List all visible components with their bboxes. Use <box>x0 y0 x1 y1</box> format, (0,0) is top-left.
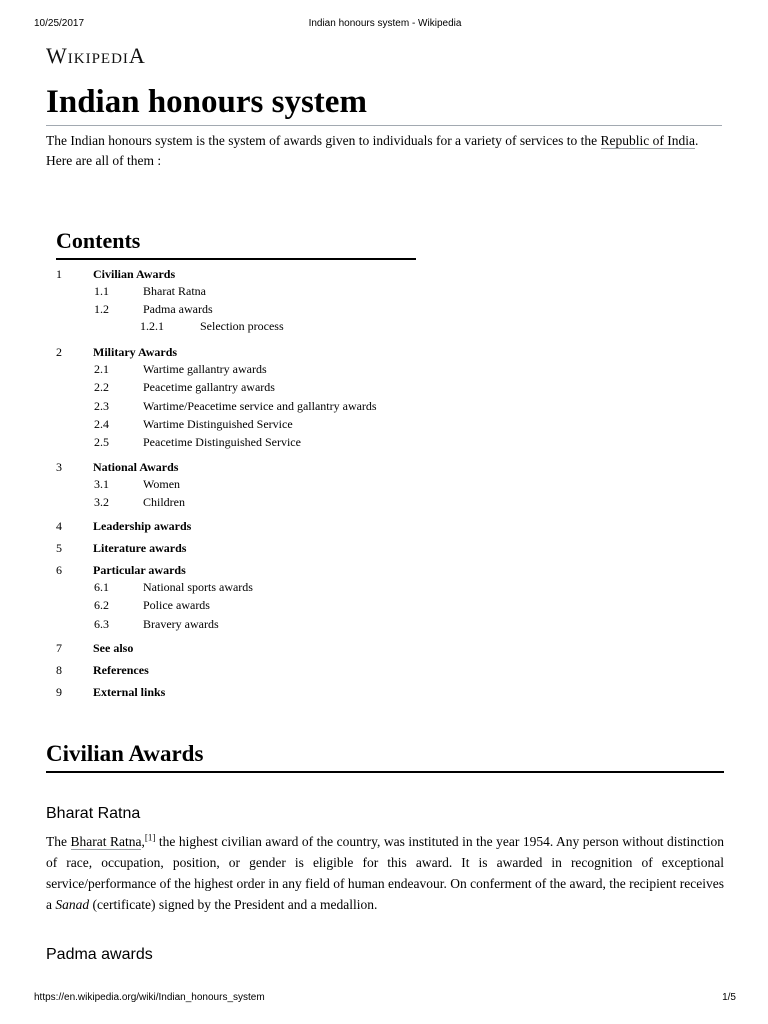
toc-label: National Awards <box>93 460 179 474</box>
wikipedia-wordmark[interactable]: WikipediA <box>46 43 146 68</box>
toc-number: 6 <box>56 563 62 577</box>
toc-number: 6.2 <box>94 598 109 612</box>
toc-label: Wartime gallantry awards <box>143 362 267 376</box>
toc-number: 1 <box>56 267 62 281</box>
toc-label: Police awards <box>143 598 210 612</box>
print-page-title: Indian honours system - Wikipedia <box>308 18 462 29</box>
toc-label: Military Awards <box>93 345 178 359</box>
toc-number: 2 <box>56 345 62 359</box>
citation-ref[interactable]: [1] <box>144 832 156 843</box>
toc-label: Peacetime gallantry awards <box>143 380 275 394</box>
toc-number: 5 <box>56 541 62 555</box>
toc-number: 6.3 <box>94 617 109 631</box>
toc-title: Contents <box>56 226 416 260</box>
toc-label: Children <box>143 495 185 509</box>
print-footer <box>34 992 736 1006</box>
para-text: The <box>46 834 71 849</box>
toc-number: 8 <box>56 663 62 677</box>
toc-label: Wartime/Peacetime service and gallantry awards <box>143 399 377 413</box>
print-url: https://en.wikipedia.org/wiki/Indian_honours_system <box>34 992 265 1003</box>
toc-number: 4 <box>56 519 62 533</box>
toc-label: Selection process <box>200 319 284 333</box>
toc-number: 6.1 <box>94 580 109 594</box>
subsection-heading-bharat-ratna: Bharat Ratna <box>46 805 141 822</box>
para-text: the highest civilian award of the country, was instituted in the year 1954. Any person without distinction of race, occupation, position, or gender is eligible for this award. It is awarded in recognition of exceptional service/performance of the highest order in any field of human endeavour. On conferment of the award, the recipient receives a <box>46 834 724 912</box>
toc-number: 2.3 <box>94 399 109 413</box>
toc-label: Women <box>143 477 181 491</box>
intro-text-before: The Indian honours system is the system of awards given to individuals for a variety of services to the <box>46 133 601 148</box>
toc-number: 1.1 <box>94 284 109 298</box>
toc-label: Bravery awards <box>143 617 219 631</box>
toc-label: Peacetime Distinguished Service <box>143 435 301 449</box>
subsection-heading-padma-awards: Padma awards <box>46 946 153 963</box>
toc-label: Particular awards <box>93 563 186 577</box>
toc-label: Civilian Awards <box>93 267 176 281</box>
intro-text-after: . Here are all of them : <box>46 133 699 168</box>
toc-number: 2.4 <box>94 417 109 431</box>
toc-label: Bharat Ratna <box>143 284 206 298</box>
table-of-contents <box>56 226 416 260</box>
bharat-ratna-paragraph <box>46 831 724 915</box>
toc-number: 2.2 <box>94 380 109 394</box>
toc-label: External links <box>93 685 166 699</box>
toc-label: Padma awards <box>143 302 213 316</box>
sanad-term: Sanad <box>55 897 90 912</box>
print-page-number: 1/5 <box>722 992 736 1003</box>
toc-label: National sports awards <box>143 580 253 594</box>
toc-label: References <box>93 663 149 677</box>
section-heading-civilian-awards: Civilian Awards <box>46 738 724 773</box>
print-header <box>34 18 736 32</box>
intro-paragraph <box>46 131 724 171</box>
toc-number: 9 <box>56 685 62 699</box>
toc-number: 2.5 <box>94 435 109 449</box>
republic-of-india-link[interactable]: Republic of India <box>600 133 695 148</box>
toc-number: 7 <box>56 641 62 655</box>
toc-number: 3 <box>56 460 62 474</box>
toc-number: 1.2.1 <box>140 319 164 333</box>
para-text: (certificate) signed by the President and a medallion. <box>89 897 378 912</box>
para-text: , <box>141 834 145 849</box>
bharat-ratna-link[interactable]: Bharat Ratna <box>70 834 142 849</box>
toc-number: 2.1 <box>94 362 109 376</box>
toc-label: Leadership awards <box>93 519 192 533</box>
toc-label: Literature awards <box>93 541 187 555</box>
toc-label: Wartime Distinguished Service <box>143 417 293 431</box>
page-title: Indian honours system <box>46 84 367 120</box>
toc-number: 3.2 <box>94 495 109 509</box>
toc-number: 1.2 <box>94 302 109 316</box>
print-date: 10/25/2017 <box>34 18 85 29</box>
toc-number: 3.1 <box>94 477 109 491</box>
toc-label: See also <box>93 641 134 655</box>
title-divider <box>46 125 722 126</box>
